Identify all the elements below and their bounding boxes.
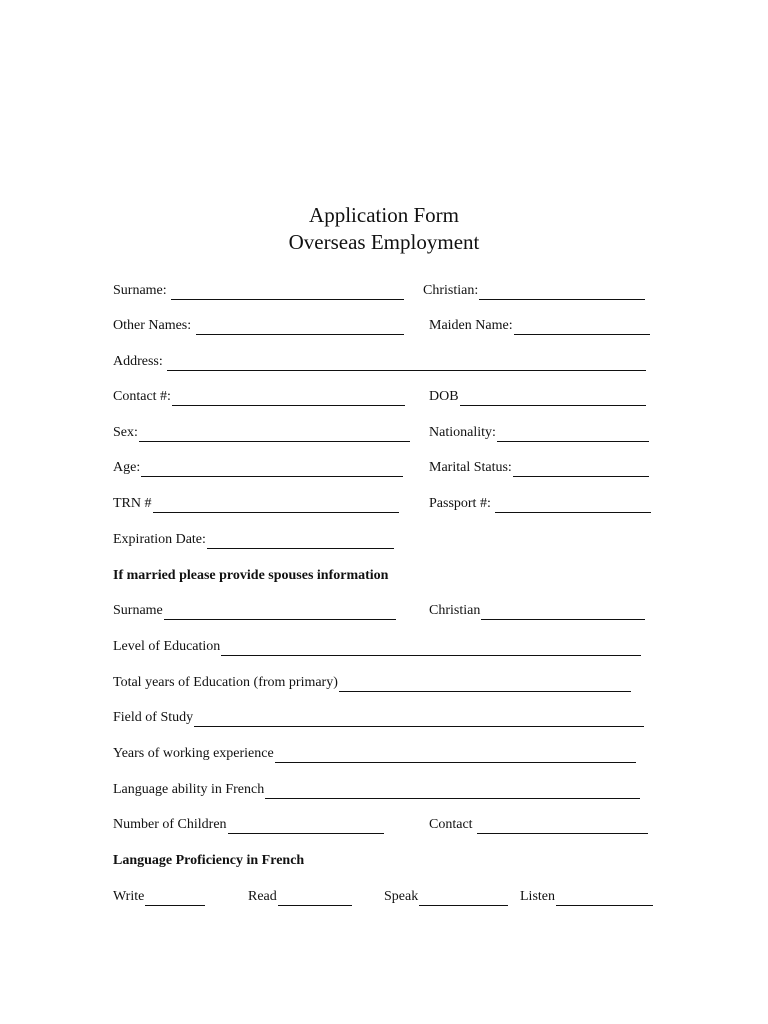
row-language-ability	[0, 781, 768, 801]
surname-label: Surname:	[113, 283, 171, 298]
surname-line[interactable]	[171, 284, 404, 300]
language-ability-line[interactable]	[265, 783, 640, 799]
row-other-maiden	[0, 317, 768, 337]
write-label: Write	[113, 889, 145, 904]
contact-line[interactable]	[477, 818, 648, 834]
contact-no-field[interactable]	[113, 388, 405, 406]
address-line[interactable]	[167, 355, 646, 371]
language-ability-label: Language ability in French	[113, 782, 265, 797]
total-years-education-label: Total years of Education (from primary)	[113, 675, 338, 690]
nationality-line[interactable]	[497, 426, 649, 442]
spouse-surname-field[interactable]	[113, 602, 396, 620]
spouse-surname-line[interactable]	[164, 604, 396, 620]
row-trn-passport	[0, 495, 768, 515]
row-years-experience	[0, 745, 768, 765]
spouse-surname-label: Surname	[113, 603, 163, 618]
row-age-marital	[0, 459, 768, 479]
total-years-education-field[interactable]	[113, 674, 631, 692]
number-of-children-label: Number of Children	[113, 817, 227, 832]
marital-status-field[interactable]	[429, 459, 649, 477]
total-years-education-line[interactable]	[339, 676, 631, 692]
other-names-field[interactable]	[113, 317, 404, 335]
row-contact-dob	[0, 388, 768, 408]
form-subtitle: Overseas Employment	[288, 230, 480, 254]
field-of-study-field[interactable]	[113, 709, 644, 727]
row-level-education	[0, 638, 768, 658]
other-names-label: Other Names:	[113, 318, 195, 333]
read-label: Read	[248, 889, 277, 904]
age-label: Age:	[113, 460, 141, 475]
listen-field[interactable]	[520, 888, 653, 906]
surname-field[interactable]	[113, 282, 404, 300]
speak-field[interactable]	[384, 888, 508, 906]
listen-line[interactable]	[556, 890, 653, 906]
age-field[interactable]	[113, 459, 403, 477]
address-field[interactable]	[113, 353, 646, 371]
contact-no-label: Contact #:	[113, 389, 171, 404]
level-of-education-field[interactable]	[113, 638, 641, 656]
trn-line[interactable]	[153, 497, 399, 513]
passport-line[interactable]	[495, 497, 651, 513]
christian-line[interactable]	[479, 284, 645, 300]
sex-field[interactable]	[113, 424, 410, 442]
address-label: Address:	[113, 354, 167, 369]
level-of-education-label: Level of Education	[113, 639, 221, 654]
read-field[interactable]	[248, 888, 352, 906]
level-of-education-line[interactable]	[221, 640, 641, 656]
language-proficiency-heading: Language Proficiency in French	[113, 853, 305, 868]
row-field-of-study	[0, 709, 768, 729]
row-children-contact	[0, 816, 768, 836]
read-line[interactable]	[278, 890, 352, 906]
field-of-study-label: Field of Study	[113, 710, 194, 725]
expiration-date-label: Expiration Date:	[113, 532, 206, 547]
expiration-date-field[interactable]	[113, 531, 394, 549]
row-proficiency	[0, 888, 768, 908]
years-experience-label: Years of working experience	[113, 746, 274, 761]
contact-label: Contact	[429, 817, 477, 832]
spouse-christian-line[interactable]	[481, 604, 645, 620]
marital-status-line[interactable]	[513, 461, 649, 477]
trn-field[interactable]	[113, 495, 399, 513]
other-names-line[interactable]	[196, 319, 404, 335]
number-of-children-field[interactable]	[113, 816, 384, 834]
christian-label: Christian:	[423, 283, 479, 298]
form-title: Application Form	[309, 203, 459, 227]
christian-field[interactable]	[423, 282, 645, 300]
sex-line[interactable]	[139, 426, 410, 442]
field-of-study-line[interactable]	[194, 711, 644, 727]
write-field[interactable]	[113, 888, 205, 906]
row-spouse-names	[0, 602, 768, 622]
trn-label: TRN #	[113, 496, 152, 511]
spouse-christian-label: Christian	[429, 603, 481, 618]
dob-line[interactable]	[460, 390, 646, 406]
sex-label: Sex:	[113, 425, 138, 440]
language-ability-field[interactable]	[113, 781, 640, 799]
contact-field[interactable]	[429, 816, 648, 834]
row-surname-christian	[0, 282, 768, 302]
row-address	[0, 353, 768, 373]
maiden-name-label: Maiden Name:	[429, 318, 513, 333]
speak-label: Speak	[384, 889, 419, 904]
row-total-years-education	[0, 674, 768, 694]
maiden-name-field[interactable]	[429, 317, 650, 335]
nationality-label: Nationality:	[429, 425, 496, 440]
listen-label: Listen	[520, 889, 555, 904]
passport-label: Passport #:	[429, 496, 495, 511]
nationality-field[interactable]	[429, 424, 649, 442]
spouse-christian-field[interactable]	[429, 602, 645, 620]
dob-label: DOB	[429, 389, 459, 404]
row-expiration	[0, 531, 768, 551]
speak-line[interactable]	[419, 890, 508, 906]
dob-field[interactable]	[429, 388, 646, 406]
maiden-name-line[interactable]	[514, 319, 650, 335]
years-experience-field[interactable]	[113, 745, 636, 763]
row-sex-nationality	[0, 424, 768, 444]
number-of-children-line[interactable]	[228, 818, 384, 834]
years-experience-line[interactable]	[275, 747, 636, 763]
write-line[interactable]	[145, 890, 205, 906]
contact-no-line[interactable]	[172, 390, 405, 406]
spouse-section-heading: If married please provide spouses information	[113, 568, 389, 583]
expiration-date-line[interactable]	[207, 533, 394, 549]
age-line[interactable]	[141, 461, 403, 477]
marital-status-label: Marital Status:	[429, 460, 512, 475]
passport-field[interactable]	[429, 495, 651, 513]
